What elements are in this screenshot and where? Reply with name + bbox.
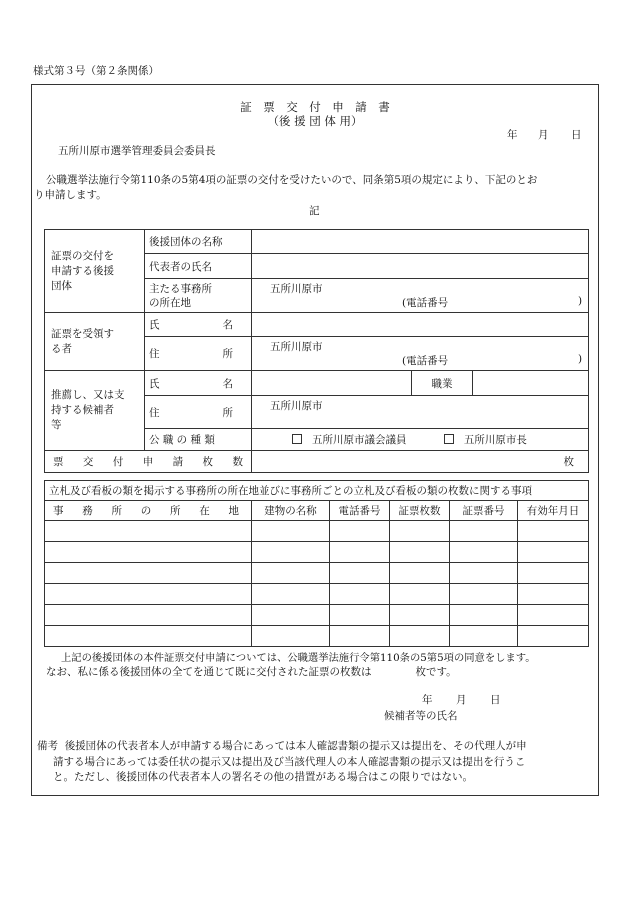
date-day[interactable]: 日 bbox=[571, 129, 582, 141]
col-phone-header: 電話番号 bbox=[330, 501, 390, 521]
sign-date-year[interactable]: 年 bbox=[422, 694, 433, 706]
org-name-field[interactable] bbox=[252, 230, 589, 254]
table-cell[interactable] bbox=[518, 605, 589, 626]
table-row bbox=[45, 584, 589, 605]
org-section-header: 証票の交付を 申請する後援 団体 bbox=[45, 230, 145, 313]
office-label: 主たる事務所 の所在地 bbox=[145, 279, 252, 313]
candidate-signature-label: 候補者等の氏名 bbox=[384, 710, 458, 722]
option-city-council[interactable]: 五所川原市議会議員 bbox=[292, 434, 407, 446]
table-cell[interactable] bbox=[518, 542, 589, 563]
table-cell[interactable] bbox=[45, 542, 252, 563]
table-cell[interactable] bbox=[390, 626, 450, 647]
candidate-name-field[interactable] bbox=[252, 371, 412, 396]
remarks-line-1: 後援団体の代表者本人が申請する場合にあっては本人確認書類の提示又は提出を、その代理人が申 bbox=[64, 740, 527, 752]
col-expiry-header: 有効年月日 bbox=[518, 501, 589, 521]
office-type-options bbox=[252, 429, 589, 451]
candidate-section-header: 推薦し、又は支 持する候補者 等 bbox=[45, 371, 145, 451]
table-cell[interactable] bbox=[252, 584, 330, 605]
office-table-caption: 立札及び看板の類を掲示する事務所の所在地並びに事務所ごとの立札及び看板の類の枚数に関する事項 bbox=[45, 481, 589, 501]
checkbox-icon[interactable] bbox=[444, 434, 454, 444]
receiver-address-field[interactable]: 五所川原市 (電話番号 ) bbox=[252, 337, 589, 371]
table-cell[interactable] bbox=[330, 563, 390, 584]
form-number-label: 様式第３号（第２条関係） bbox=[33, 65, 159, 77]
table-cell[interactable] bbox=[450, 605, 518, 626]
receiver-address-label: 住 所 bbox=[145, 337, 252, 371]
table-cell[interactable] bbox=[390, 542, 450, 563]
table-cell[interactable] bbox=[450, 626, 518, 647]
col-location-header: 事 務 所 の 所 在 地 bbox=[45, 501, 252, 521]
receiver-section-header: 証票を受領す る者 bbox=[45, 313, 145, 371]
col-count-header: 証票枚数 bbox=[390, 501, 450, 521]
rep-name-field[interactable] bbox=[252, 254, 589, 279]
consent-line-2: なお、私に係る後援団体の全てを通じて既に交付された証票の枚数は 枚です。 bbox=[46, 666, 457, 678]
table-cell[interactable] bbox=[518, 584, 589, 605]
table-cell[interactable] bbox=[45, 584, 252, 605]
table-cell[interactable] bbox=[518, 626, 589, 647]
date-year[interactable]: 年 bbox=[507, 129, 518, 141]
col-building-header: 建物の名称 bbox=[252, 501, 330, 521]
consent-line-1: 上記の後援団体の本件証票交付申請については、公職選挙法施行令第110条の5第5項の同意をします。 bbox=[61, 652, 536, 664]
table-cell[interactable] bbox=[252, 563, 330, 584]
table-cell[interactable] bbox=[252, 605, 330, 626]
table-cell[interactable] bbox=[330, 626, 390, 647]
receiver-name-field[interactable] bbox=[252, 313, 589, 337]
table-cell[interactable] bbox=[45, 521, 252, 542]
table-cell[interactable] bbox=[518, 563, 589, 584]
candidate-name-label: 氏 名 bbox=[145, 371, 252, 396]
table-row bbox=[45, 563, 589, 584]
application-count-field[interactable]: 枚 bbox=[252, 451, 589, 473]
main-table bbox=[44, 229, 589, 473]
candidate-address-label: 住 所 bbox=[145, 396, 252, 429]
option-mayor[interactable]: 五所川原市長 bbox=[444, 434, 527, 446]
candidate-address-field[interactable]: 五所川原市 bbox=[252, 396, 589, 429]
col-number-header: 証票番号 bbox=[450, 501, 518, 521]
table-cell[interactable] bbox=[252, 542, 330, 563]
table-cell[interactable] bbox=[330, 542, 390, 563]
table-row bbox=[45, 605, 589, 626]
office-address-field[interactable]: 五所川原市 (電話番号 ) bbox=[252, 279, 589, 313]
remarks-label: 備考 bbox=[37, 740, 58, 752]
office-table bbox=[44, 480, 589, 647]
remarks bbox=[37, 739, 587, 786]
sign-date-day[interactable]: 日 bbox=[490, 694, 501, 706]
occupation-field[interactable] bbox=[473, 371, 589, 396]
office-phone-label: (電話番号 bbox=[402, 297, 449, 309]
org-name-label: 後援団体の名称 bbox=[145, 230, 252, 254]
table-cell[interactable] bbox=[45, 563, 252, 584]
remarks-line-2: 請する場合にあっては委任状の提示又は提出及び当該代理人の本人確認書類の提示又は提出を行うこ bbox=[53, 755, 526, 768]
intro-line-2: り申請します。 bbox=[34, 189, 107, 201]
checkbox-icon[interactable] bbox=[292, 434, 302, 444]
table-cell[interactable] bbox=[330, 521, 390, 542]
ki-label: 記 bbox=[309, 205, 320, 217]
table-cell[interactable] bbox=[45, 626, 252, 647]
sign-date-month[interactable]: 月 bbox=[456, 694, 467, 706]
form-subtitle: （後 援 団 体 用） bbox=[267, 114, 363, 128]
office-type-label: 公 職 の 種 類 bbox=[145, 429, 252, 451]
table-cell[interactable] bbox=[450, 521, 518, 542]
application-count-label: 票 交 付 申 請 枚 数 bbox=[45, 451, 252, 473]
form-title: 証 票 交 付 申 請 書 bbox=[240, 100, 390, 114]
table-cell[interactable] bbox=[390, 584, 450, 605]
addressee: 五所川原市選挙管理委員会委員長 bbox=[58, 145, 216, 157]
table-cell[interactable] bbox=[390, 563, 450, 584]
table-cell[interactable] bbox=[518, 521, 589, 542]
table-row bbox=[45, 542, 589, 563]
table-cell[interactable] bbox=[330, 605, 390, 626]
intro-line-1: 公職選挙法施行令第110条の5第4項の証票の交付を受けたいので、同条第5項の規定により、下記のとお bbox=[46, 174, 538, 186]
table-row bbox=[45, 626, 589, 647]
remarks-line-3: と。ただし、後援団体の代表者本人の署名その他の措置がある場合はこの限りではない。 bbox=[53, 771, 473, 783]
table-cell[interactable] bbox=[252, 521, 330, 542]
table-cell[interactable] bbox=[252, 626, 330, 647]
table-cell[interactable] bbox=[450, 563, 518, 584]
table-cell[interactable] bbox=[450, 542, 518, 563]
receiver-name-label: 氏 名 bbox=[145, 313, 252, 337]
table-cell[interactable] bbox=[330, 584, 390, 605]
table-cell[interactable] bbox=[45, 605, 252, 626]
table-cell[interactable] bbox=[390, 521, 450, 542]
table-cell[interactable] bbox=[390, 605, 450, 626]
occupation-label: 職業 bbox=[412, 371, 473, 396]
table-cell[interactable] bbox=[450, 584, 518, 605]
rep-name-label: 代表者の氏名 bbox=[145, 254, 252, 279]
table-row bbox=[45, 521, 589, 542]
date-month[interactable]: 月 bbox=[538, 129, 549, 141]
receiver-phone-label: (電話番号 bbox=[402, 355, 449, 367]
